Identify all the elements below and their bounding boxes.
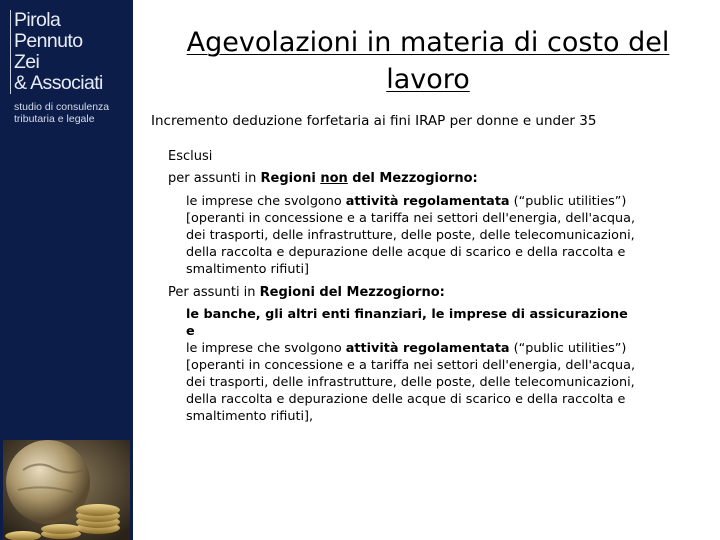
logo-line-3: Zei [14, 51, 40, 73]
section2-para-post: (“public utilities”) [509, 341, 627, 356]
logo-subtitle-2: tributaria e legale [14, 113, 95, 125]
section2-para-line: smaltimento rifiuti], [186, 409, 314, 424]
section1-para-post: (“public utilities”) [509, 194, 627, 209]
esclusi-heading: Esclusi [168, 149, 213, 164]
section1-para-line: [operanti in concessione e a tariffa nei settori dell'energia, dell'acqua, [186, 211, 636, 226]
section2-para-line: [operanti in concessione e a tariffa nei settori dell'energia, dell'acqua, [186, 358, 636, 373]
section1-heading-bold1: Regioni [260, 171, 321, 186]
section1-para-pre: le imprese che svolgono [186, 194, 346, 209]
sidebar [0, 0, 133, 540]
section2-heading-bold: Regioni del Mezzogiorno: [259, 285, 445, 300]
logo-subtitle-1: studio di consulenza [14, 101, 110, 113]
section1-para-line: dei trasporti, delle infrastrutture, delle poste, delle telecomunicazioni, [186, 228, 635, 243]
section2-heading-pre: Per assunti in [168, 285, 260, 300]
section1-heading-bold2: del Mezzogiorno: [347, 171, 478, 186]
slide-subtitle: Incremento deduzione forfetaria ai fini IRAP per donne e under 35 [151, 113, 597, 129]
section1-para-bold: attività regolamentata [345, 194, 510, 209]
section2-para-line: della raccolta e depurazione delle acque di scarico e della raccolta e [186, 392, 626, 407]
title-line-2: lavoro [386, 64, 470, 95]
slide-title [136, 24, 720, 98]
section2-banks-line-2: e [186, 324, 195, 339]
section1-para-line: della raccolta e depurazione delle acque di scarico e della raccolta e [186, 245, 626, 260]
coins-photo [3, 440, 130, 540]
section2-para-bold: attività regolamentata [345, 341, 510, 356]
section1-para-first-line [186, 193, 626, 210]
section2-para-first-line [186, 340, 626, 357]
section2-banks-line: le banche, gli altri enti finanziari, le imprese di assicurazione [186, 307, 628, 322]
section1-heading-non: non [320, 171, 348, 186]
logo-line-1: Pirola [14, 9, 61, 31]
section1-heading-pre: per assunti in [168, 171, 261, 186]
title-line-1: Agevolazioni in materia di costo del [186, 27, 670, 58]
logo-line-2: Pennuto [14, 30, 83, 52]
section2-para-pre: le imprese che svolgono [186, 341, 346, 356]
logo-rule [10, 10, 11, 94]
logo-line-4: & Associati [14, 72, 103, 94]
section1-heading [168, 170, 478, 187]
section2-para-line: dei trasporti, delle infrastrutture, delle poste, delle telecomunicazioni, [186, 375, 635, 390]
section2-heading [168, 284, 445, 301]
section1-para-line: smaltimento rifiuti] [186, 262, 310, 277]
